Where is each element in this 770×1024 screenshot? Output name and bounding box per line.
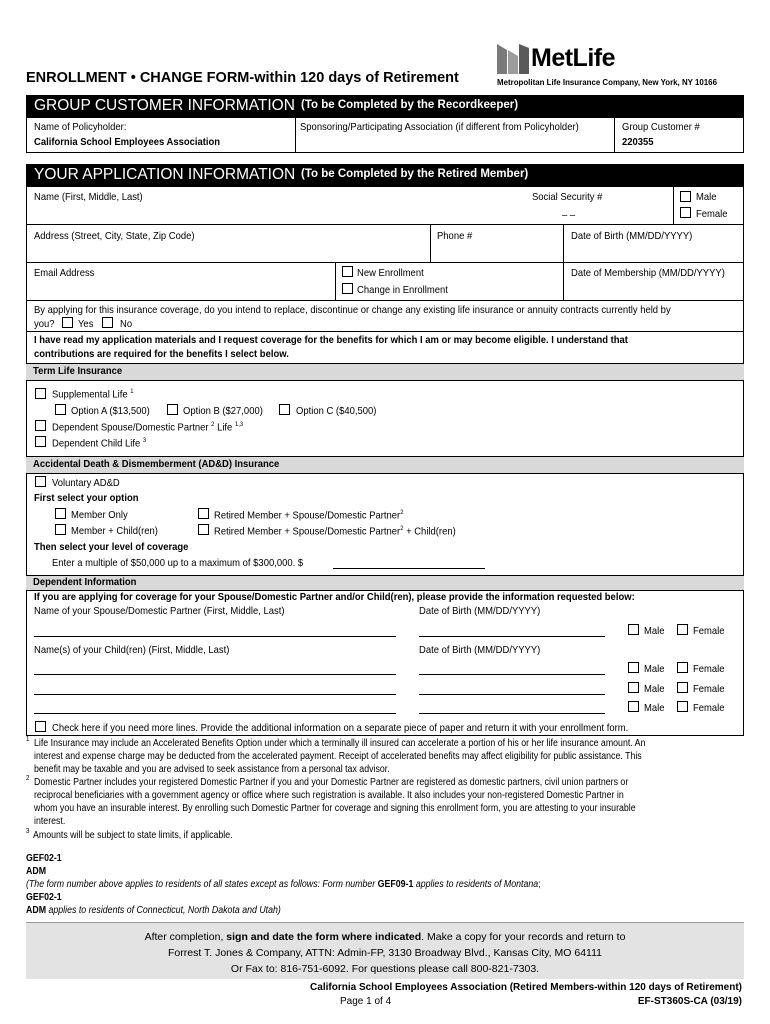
child-2-name-field[interactable]: [34, 694, 396, 695]
dob-label: Date of Birth (MM/DD/YYYY): [571, 230, 693, 242]
child-3-male-checkbox[interactable]: [628, 701, 639, 712]
spouse-name-label: Name of your Spouse/Domestic Partner (First, Middle, Last): [34, 605, 285, 617]
spouse-name-field[interactable]: [34, 636, 396, 637]
child-3-dob-field[interactable]: [419, 713, 605, 714]
member-child-label: Member + Child(ren): [71, 525, 158, 537]
spouse-dob-field[interactable]: [419, 636, 605, 637]
spouse-female-label: Female: [693, 625, 725, 637]
retired-spouse-child-checkbox[interactable]: [198, 524, 209, 535]
replace-no-label: No: [120, 318, 133, 330]
child-2-male-label: Male: [644, 683, 665, 695]
ssn-label: Social Security #: [532, 191, 603, 203]
footnote-2-line3: whom you have an insurable interest. By enrolling such Domestic Partner for coverage and signing this enrollment form, you are attesting to your insurable: [34, 803, 636, 814]
footnote-3-mark: 3: [26, 828, 30, 835]
option-b-label: Option B ($27,000): [183, 405, 263, 417]
form-number-1: GEF02-1: [26, 853, 62, 864]
more-lines-checkbox[interactable]: [35, 721, 46, 732]
applicant-male-label: Male: [696, 191, 717, 203]
replace-question-line1: By applying for this insurance coverage, do you intend to replace, discontinue or change any existing life insurance or annuity contracts currently held by: [34, 304, 671, 316]
supplemental-life-label: Supplemental Life $^1$: [52, 388, 134, 401]
footnote-2-line4: interest.: [34, 816, 66, 827]
child-2-dob-field[interactable]: [419, 694, 605, 695]
return-line2: Forrest T. Jones & Company, ATTN: Admin-FP, 3130 Broadway Blvd., Kansas City, MO 64111: [168, 947, 602, 959]
group-header-title: GROUP CUSTOMER INFORMATION: [34, 97, 295, 114]
children-name-label: Name(s) of your Child(ren) (First, Middle, Last): [34, 644, 230, 656]
footnote-1-line1: Life Insurance may include an Accelerated Benefits Option under which a terminally ill insured can accelerate a portion of his or her life insurance amount. An: [34, 738, 646, 749]
ssn-dashes: – –: [562, 209, 576, 221]
voluntary-add-checkbox[interactable]: [35, 476, 46, 487]
child-1-female-checkbox[interactable]: [677, 662, 688, 673]
spouse-male-checkbox[interactable]: [628, 624, 639, 635]
replace-question-line2: you?: [34, 318, 55, 330]
applicant-female-checkbox[interactable]: [680, 207, 691, 218]
application-header: [26, 164, 744, 186]
child-3-name-field[interactable]: [34, 713, 396, 714]
footnote-3-line1: Amounts will be subject to state limits, if applicable.: [33, 830, 233, 841]
option-c-label: Option C ($40,500): [296, 405, 377, 417]
child-1-dob-field[interactable]: [419, 674, 605, 675]
member-only-checkbox[interactable]: [55, 508, 66, 519]
option-c-checkbox[interactable]: [279, 404, 290, 415]
email-label: Email Address: [34, 267, 95, 279]
spouse-female-checkbox[interactable]: [677, 624, 688, 635]
spouse-dob-label: Date of Birth (MM/DD/YYYY): [419, 605, 541, 617]
retired-spouse-checkbox[interactable]: [198, 508, 209, 519]
metlife-logo-icon: [497, 44, 529, 74]
dependent-instruction: If you are applying for coverage for your Spouse/Domestic Partner and/or Child(ren), please provide the information requested below:: [34, 591, 635, 603]
form-number-2: GEF02-1: [26, 892, 62, 903]
return-line3: Or Fax to: 816-751-6092. For questions please call 800-821-7303.: [230, 963, 540, 975]
term-life-header: [26, 363, 744, 381]
footnote-2-mark: 2: [26, 775, 30, 782]
child-2-female-label: Female: [693, 683, 725, 695]
page-number: Page 1 of 4: [340, 996, 392, 1007]
company-address: Metropolitan Life Insurance Company, New York, NY 10166: [497, 77, 717, 87]
return-line1: After completion, sign and date the form where indicated. Make a copy for your records and return to: [144, 931, 626, 943]
return-instructions: [26, 922, 744, 979]
dependent-child-life-label: Dependent Child Life $^3$: [52, 437, 147, 450]
membership-date-label: Date of Membership (MM/DD/YYYY): [571, 267, 725, 279]
applicant-male-checkbox[interactable]: [680, 191, 691, 202]
children-dob-label: Date of Birth (MM/DD/YYYY): [419, 644, 541, 656]
group-customer-label: Group Customer #: [622, 121, 700, 133]
option-b-checkbox[interactable]: [167, 404, 178, 415]
footnote-2-line1: Domestic Partner includes your registered Domestic Partner if you and your Domestic Partner are registered as domestic partners, civil union partners or: [34, 777, 629, 788]
retired-spouse-child-label: Retired Member + Spouse/Domestic Partner$^2$ + Child(ren): [214, 525, 456, 538]
new-enrollment-label: New Enrollment: [357, 267, 424, 279]
option-a-checkbox[interactable]: [55, 404, 66, 415]
footer-association: California School Employees Association (Retired Members-within 120 days of Retirement): [310, 982, 742, 993]
request-statement-line2: contributions are required for the benefits I select below.: [34, 348, 289, 360]
address-label: Address (Street, City, State, Zip Code): [34, 230, 195, 242]
form-number-2-note: ADM applies to residents of Connecticut, North Dakota and Utah): [26, 905, 281, 916]
change-enrollment-checkbox[interactable]: [342, 283, 353, 294]
group-header-note: (To be Completed by the Recordkeeper): [301, 99, 519, 111]
footnote-1-mark: 1: [26, 736, 30, 743]
term-life-header-text: Term Life Insurance: [33, 365, 123, 377]
metlife-logo: [497, 44, 757, 94]
voluntary-add-label: Voluntary AD&D: [52, 477, 120, 489]
add-header: [26, 456, 744, 474]
replace-no-checkbox[interactable]: [102, 317, 113, 328]
applicant-female-label: Female: [696, 208, 728, 220]
child-1-name-field[interactable]: [34, 674, 396, 675]
application-header-title: YOUR APPLICATION INFORMATION: [34, 166, 296, 183]
dependent-header-text: Dependent Information: [33, 576, 137, 588]
phone-label: Phone #: [437, 230, 473, 242]
more-lines-label: Check here if you need more lines. Provide the additional information on a separate piece of paper and return it with your enrollment form.: [52, 722, 629, 734]
retired-spouse-label: Retired Member + Spouse/Domestic Partner$^2$: [214, 509, 404, 522]
child-3-male-label: Male: [644, 702, 665, 714]
child-1-female-label: Female: [693, 663, 725, 675]
footnote-1-line3: benefit may be taxable and you are advised to seek assistance from a personal tax advisor.: [34, 764, 390, 775]
footnote-1-line2: interest and expense charge may be deducted from the accelerated payment. Receipt of accelerated benefits may affect eligibility for public assistance. This: [34, 751, 642, 762]
option-a-label: Option A ($13,500): [71, 405, 150, 417]
child-2-male-checkbox[interactable]: [628, 682, 639, 693]
form-number-note: (The form number above applies to residents of all states except as follows: Form number GEF09-1 applies to residents of Montana;: [26, 879, 541, 890]
form-title: ENROLLMENT • CHANGE FORM-within 120 days of Retirement: [26, 70, 459, 86]
policyholder-label: Name of Policyholder:: [34, 121, 127, 133]
sponsor-label: Sponsoring/Participating Association (if different from Policyholder): [300, 121, 579, 133]
replace-yes-label: Yes: [78, 318, 94, 330]
dependent-spouse-life-checkbox[interactable]: [35, 420, 46, 431]
name-label: Name (First, Middle, Last): [34, 191, 143, 203]
change-enrollment-label: Change in Enrollment: [357, 284, 448, 296]
group-customer-header: [26, 95, 744, 117]
new-enrollment-checkbox[interactable]: [342, 266, 353, 277]
add-header-text: Accidental Death & Dismemberment (AD&D) Insurance: [33, 458, 280, 470]
form-code: EF-ST360S-CA (03/19): [637, 996, 742, 1007]
group-customer-value: 220355: [622, 136, 654, 148]
coverage-amount-field[interactable]: [333, 568, 485, 569]
then-select-label: Then select your level of coverage: [34, 541, 189, 553]
coverage-multiple-label: Enter a multiple of $50,000 up to a maximum of $300,000. $: [52, 557, 304, 569]
request-statement-line1: I have read my application materials and I request coverage for the benefits for which I am or may become eligible. I understand that: [34, 334, 628, 346]
member-only-label: Member Only: [71, 509, 128, 521]
logo-wordmark: MetLife: [531, 44, 615, 72]
form-number-1-suffix: ADM: [26, 866, 47, 877]
dependent-child-life-checkbox[interactable]: [35, 436, 46, 447]
member-child-checkbox[interactable]: [55, 524, 66, 535]
policyholder-value: California School Employees Association: [34, 136, 221, 148]
spouse-male-label: Male: [644, 625, 665, 637]
application-header-note: (To be Completed by the Retired Member): [301, 168, 529, 180]
child-1-male-label: Male: [644, 663, 665, 675]
dependent-spouse-life-label: Dependent Spouse/Domestic Partner $^2$ Life $^{1,3}$: [52, 421, 244, 434]
child-1-male-checkbox[interactable]: [628, 662, 639, 673]
child-3-female-label: Female: [693, 702, 725, 714]
replace-yes-checkbox[interactable]: [62, 317, 73, 328]
first-select-label: First select your option: [34, 492, 139, 504]
footnote-2-line2: reciprocal beneficiaries with a government agency or office where such registration is available. It also includes your non-registered Domestic Partner in: [34, 790, 624, 801]
supplemental-life-checkbox[interactable]: [35, 388, 46, 399]
child-2-female-checkbox[interactable]: [677, 682, 688, 693]
dependent-header: [26, 575, 744, 591]
child-3-female-checkbox[interactable]: [677, 701, 688, 712]
